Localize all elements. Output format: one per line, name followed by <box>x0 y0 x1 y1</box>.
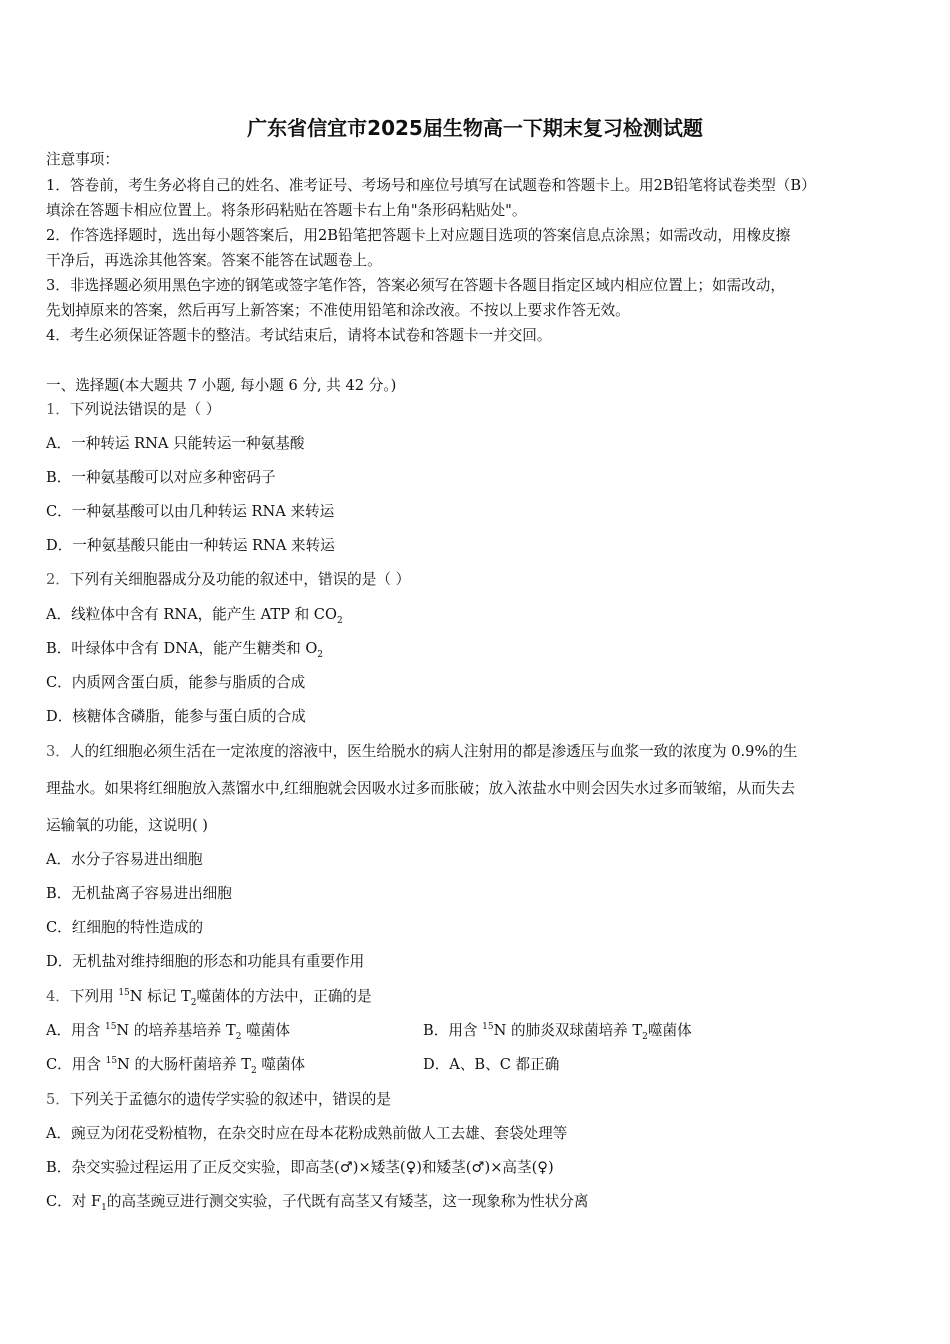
question-3-option-b: B．无机盐离子容易进出细胞 <box>46 885 232 902</box>
superscript: 15 <box>118 988 130 999</box>
question-number: 2． <box>46 571 70 588</box>
question-text: 下列说法错误的是（ ） <box>69 401 221 418</box>
question-4-option-a <box>46 1022 290 1042</box>
option-text: 噬菌体 <box>241 1022 290 1039</box>
question-4-options-row-1 <box>46 1021 906 1041</box>
notice-line: 3．非选择题必须用黑色字迹的钢笔或签字笔作答，答案必须写在答题卡各题目指定区域内相应位置上；如需改动， <box>46 277 785 294</box>
question-3-stem-line-1 <box>46 742 798 762</box>
question-3-option-d: D．无机盐对维持细胞的形态和功能具有重要作用 <box>46 953 365 970</box>
question-1-option-a: A．一种转运 RNA 只能转运一种氨基酸 <box>46 435 305 452</box>
subscript: 2 <box>336 615 343 626</box>
superscript: 15 <box>482 1022 494 1033</box>
notice-line: 先划掉原来的答案，然后再写上新答案；不准使用铅笔和涂改液。不按以上要求作答无效。 <box>46 302 630 319</box>
notice-line: 2．作答选择题时，选出每小题答案后，用2B铅笔把答题卡上对应题目选项的答案信息点涂黑；如需改动，用橡皮擦 <box>46 227 791 244</box>
superscript: 15 <box>104 1022 117 1033</box>
notice-heading: 注意事项： <box>46 151 119 168</box>
question-1-option-d: D．一种氨基酸只能由一种转运 RNA 来转运 <box>46 537 335 554</box>
question-text: 人的红细胞必须生活在一定浓度的溶液中，医生给脱水的病人注射用的都是渗透压与血浆一致的浓度为 0.9%的生 <box>69 743 798 760</box>
question-number: 5． <box>46 1091 70 1108</box>
question-2-option-b <box>46 639 323 659</box>
subscript: 2 <box>235 1031 242 1042</box>
section-heading: 一、选择题(本大题共 7 小题, 每小题 6 分, 共 42 分。) <box>46 377 397 394</box>
question-5-option-a: A．豌豆为闭花受粉植物，在杂交时应在母本花粉成熟前做人工去雄、套袋处理等 <box>46 1125 568 1142</box>
question-1-stem <box>46 400 220 420</box>
question-1-option-b: B．一种氨基酸可以对应多种密码子 <box>46 469 276 486</box>
subscript: 1 <box>101 1202 107 1213</box>
question-3-option-c: C．红细胞的特性造成的 <box>46 919 204 936</box>
notice-line: 填涂在答题卡相应位置上。将条形码粘贴在答题卡右上角"条形码粘贴处"。 <box>46 202 527 219</box>
option-text: A．用含 <box>46 1022 105 1039</box>
option-text: 噬菌体 <box>256 1056 306 1073</box>
option-text: C．对 F <box>46 1193 102 1210</box>
option-text: B．叶绿体中含有 DNA，能产生糖类和 O <box>46 640 318 657</box>
subscript: 2 <box>317 649 324 660</box>
question-4-option-c <box>46 1056 306 1076</box>
question-text: 下列用 <box>69 988 119 1005</box>
question-3-stem-line-2: 理盐水。如果将红细胞放入蒸馏水中,红细胞就会因吸水过多而胀破；放入浓盐水中则会因失水过多而皱缩，从而失去 <box>46 780 795 797</box>
option-text: C．用含 <box>46 1056 106 1073</box>
option-text: N 的大肠杆菌培养 T <box>117 1056 251 1073</box>
notice-line: 干净后，再选涂其他答案。答案不能答在试题卷上。 <box>46 252 382 269</box>
superscript: 15 <box>105 1056 118 1067</box>
question-3-stem-line-3: 运输氧的功能，这说明( ) <box>46 817 208 834</box>
option-text: N 的培养基培养 T <box>116 1022 236 1039</box>
subscript: 2 <box>642 1031 648 1042</box>
question-5-option-c <box>46 1192 588 1212</box>
question-2-stem <box>46 570 410 590</box>
option-text: A．线粒体中含有 RNA，能产生 ATP 和 CO <box>46 606 337 623</box>
option-text: N 的肺炎双球菌培养 T <box>493 1022 643 1039</box>
question-2-option-c: C．内质网含蛋白质，能参与脂质的合成 <box>46 674 306 691</box>
notice-line: 4．考生必须保证答题卡的整洁。考试结束后，请将本试卷和答题卡一并交回。 <box>46 327 552 344</box>
question-number: 3． <box>46 743 70 760</box>
subscript: 2 <box>190 997 197 1008</box>
option-text: 噬菌体 <box>647 1022 692 1039</box>
question-4-option-b <box>423 1021 692 1041</box>
question-2-option-a <box>46 605 343 625</box>
notice-line: 1．答卷前，考生务必将自己的姓名、准考证号、考场号和座位号填写在试题卷和答题卡上。用2B铅笔将试卷类型（B） <box>46 177 816 194</box>
option-text: B．用含 <box>423 1022 483 1039</box>
question-5-option-b: B．杂交实验过程运用了正反交实验，即高茎(♂)×矮茎(♀)和矮茎(♂)×高茎(♀) <box>46 1159 554 1176</box>
question-3-option-a: A．水分子容易进出细胞 <box>46 851 203 868</box>
question-4-options-row-2 <box>46 1055 906 1075</box>
subscript: 2 <box>251 1065 257 1076</box>
page-title: 广东省信宜市2025届生物高一下期末复习检测试题 <box>247 116 703 140</box>
question-5-stem <box>46 1090 391 1110</box>
question-4-stem <box>46 987 372 1007</box>
question-text: 下列有关细胞器成分及功能的叙述中，错误的是（ ） <box>69 571 411 588</box>
question-number: 4． <box>46 988 70 1005</box>
question-1-option-c: C．一种氨基酸可以由几种转运 RNA 来转运 <box>46 503 335 520</box>
question-4-option-d: D．A、B、C 都正确 <box>423 1056 560 1073</box>
question-text: N 标记 T <box>129 988 191 1005</box>
option-text: 的高茎豌豆进行测交实验，子代既有高茎又有矮茎，这一现象称为性状分离 <box>106 1193 589 1210</box>
question-2-option-d: D．核糖体含磷脂，能参与蛋白质的合成 <box>46 708 306 725</box>
question-text: 下列关于孟德尔的遗传学实验的叙述中，错误的是 <box>69 1091 391 1108</box>
question-text: 噬菌体的方法中，正确的是 <box>196 988 372 1005</box>
question-number: 1． <box>46 401 70 418</box>
